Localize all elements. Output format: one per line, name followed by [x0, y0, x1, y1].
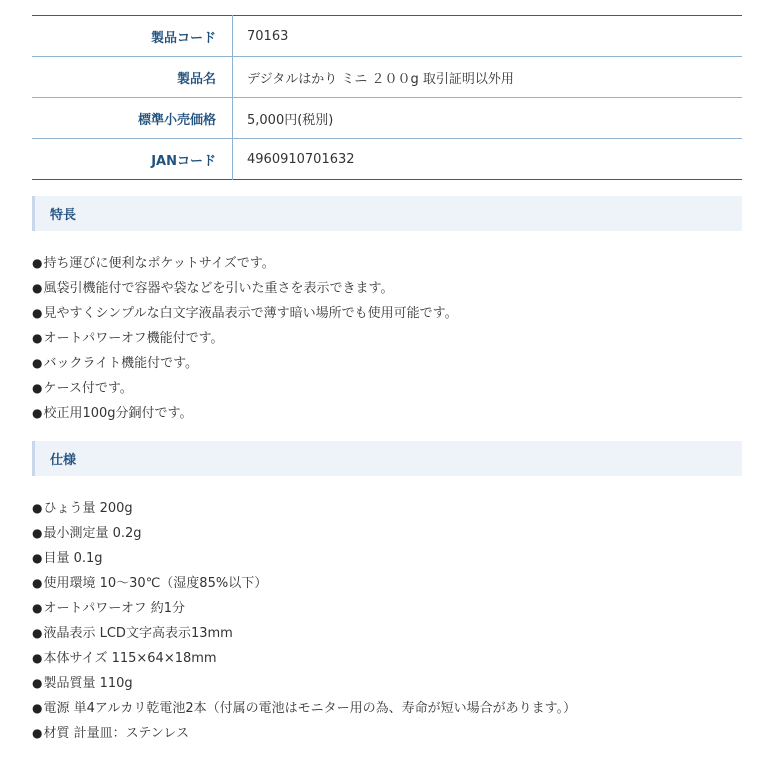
list-item: ● 液晶表示 LCD文字高表示13mm [32, 621, 576, 646]
list-item: ● オートパワーオフ 約1分 [32, 596, 576, 621]
product-name-value: デジタルはかり ミニ ２００g 取引証明以外用 [233, 57, 743, 98]
retail-price-value: 5,000円(税別) [233, 98, 743, 139]
list-item: ● 見やすくシンプルな白文字液晶表示で薄す暗い場所でも使用可能です。 [32, 301, 458, 326]
table-row [32, 98, 742, 139]
list-item: ● オートパワーオフ機能付です。 [32, 326, 458, 351]
list-item: ● 目量 0.1g [32, 546, 576, 571]
list-item: ● 使用環境 10～30℃（湿度85%以下） [32, 571, 576, 596]
product-info-table [32, 15, 742, 180]
product-code-label: 製品コード [32, 16, 233, 57]
specs-heading: 仕様 [32, 441, 742, 476]
list-item: ● ひょう量 200g [32, 496, 576, 521]
list-item: ● 電源 単4アルカリ乾電池2本（付属の電池はモニター用の為、寿命が短い場合があります。） [32, 696, 576, 721]
list-item: ● ケース付です。 [32, 376, 458, 401]
retail-price-label: 標準小売価格 [32, 98, 233, 139]
product-code-value: 70163 [233, 16, 743, 57]
list-item: ● 校正用100g分銅付です。 [32, 401, 458, 426]
features-list [32, 251, 458, 426]
jan-code-value: 4960910701632 [247, 151, 355, 167]
jan-code-label: JANコード [32, 139, 233, 180]
specs-list [32, 496, 576, 746]
list-item: ● 製品質量 110g [32, 671, 576, 696]
table-row [32, 16, 742, 57]
product-name-label: 製品名 [32, 57, 233, 98]
list-item: ● 持ち運びに便利なポケットサイズです。 [32, 251, 458, 276]
list-item: ● 最小測定量 0.2g [32, 521, 576, 546]
table-row [32, 57, 742, 98]
features-heading: 特長 [32, 196, 742, 231]
list-item: ● 本体サイズ 115×64×18mm [32, 646, 576, 671]
list-item: ● 材質 計量皿：ステンレス [32, 721, 576, 746]
list-item: ● バックライト機能付です。 [32, 351, 458, 376]
list-item: ● 風袋引機能付で容器や袋などを引いた重さを表示できます。 [32, 276, 458, 301]
table-row [32, 139, 742, 180]
